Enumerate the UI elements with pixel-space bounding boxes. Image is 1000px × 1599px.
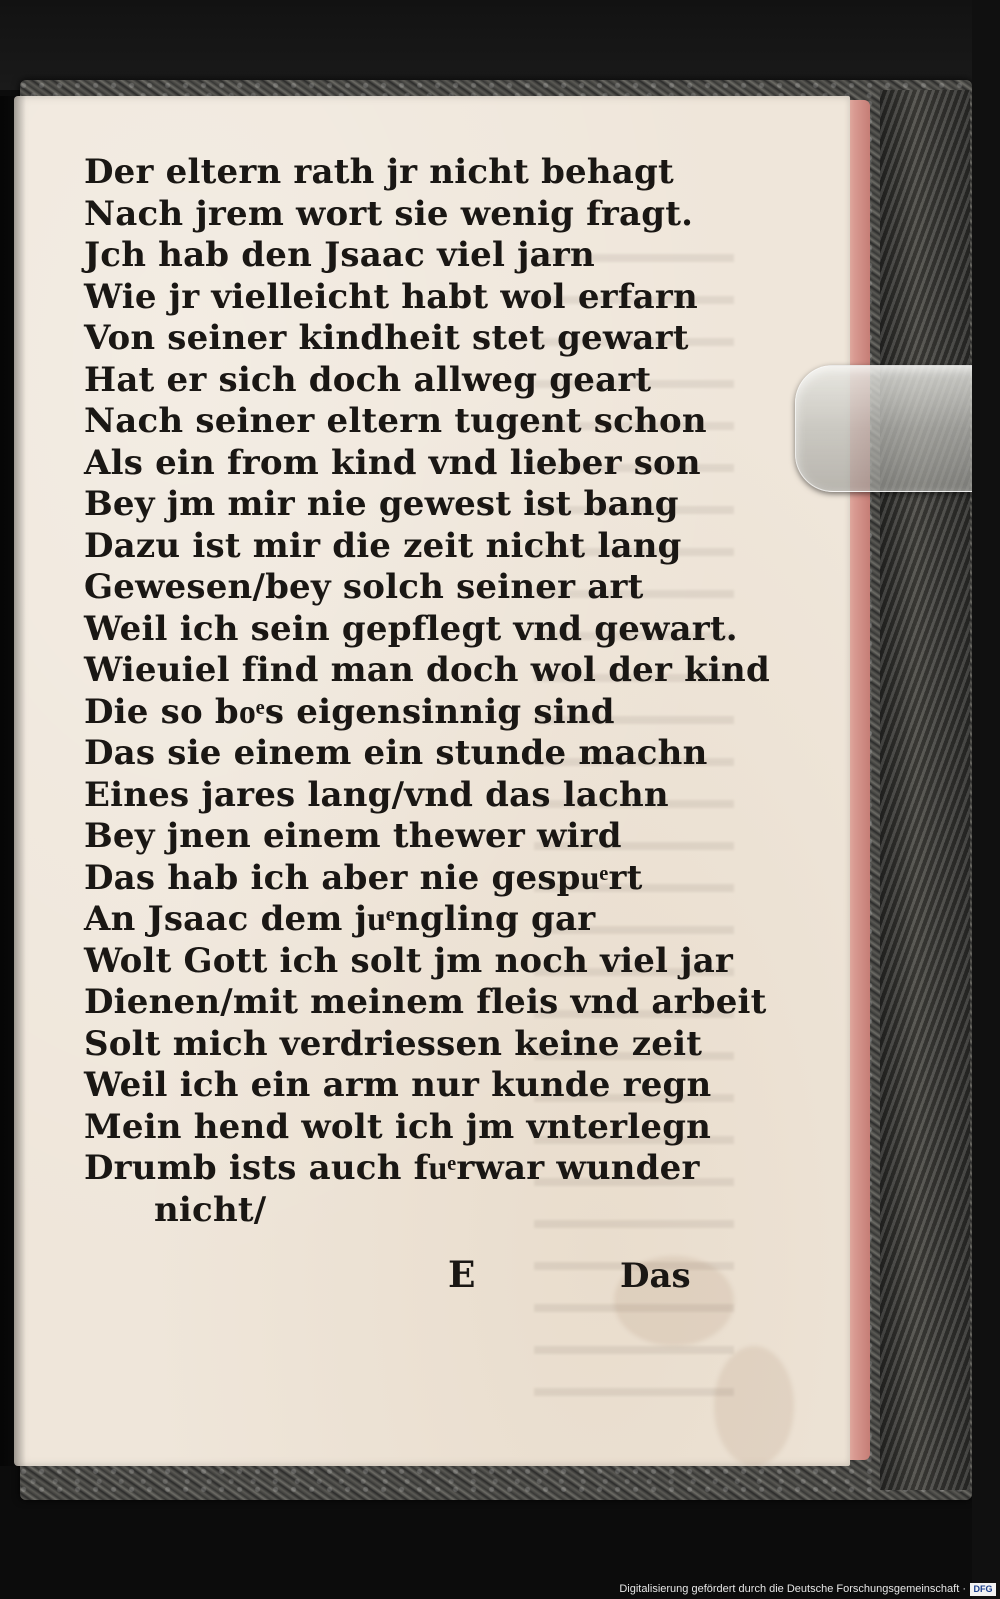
catchword: Das [620,1256,691,1296]
cover-marbled-edge [880,90,970,1490]
backdrop [0,0,1000,90]
text-line: Drumb ists auch fuͤrwar wunder [84,1148,700,1188]
text-line: Bey jnen einem thewer wird [84,816,622,856]
text-line: Solt mich verdriessen keine zeit [84,1023,703,1064]
text-line: Als ein from kind vnd lieber son [84,442,701,483]
text-line: Die so boͤs eigensinnig sind [84,691,615,732]
text-line: Bey jm mir nie gewest ist bang [84,484,679,524]
text-line: Das sie einem ein stunde machn [84,733,708,773]
text-line-continuation: nicht/ [154,1189,267,1230]
text-line: An Jsaac dem juͤngling gar [84,899,596,939]
gutter-shadow [0,96,26,1466]
text-line: Nach jrem wort sie wenig fragt. [84,193,694,234]
plastic-page-clip [795,365,1000,492]
page-text [84,152,770,1231]
text-line: Von seiner kindheit stet gewart [84,318,689,358]
signature-mark: E [448,1254,476,1296]
text-line: Dazu ist mir die zeit nicht lang [84,525,682,566]
text-line: Nach seiner eltern tugent schon [84,401,707,441]
foxing-stain [714,1346,794,1466]
text-line: Eines jares lang/vnd das lachn [84,774,669,815]
text-line: Wieuiel find man doch wol der kind [84,650,770,690]
text-line: Jch hab den Jsaac viel jarn [84,235,595,275]
text-line: Hat er sich doch allweg geart [84,359,652,400]
text-line: Weil ich ein arm nur kunde regn [84,1065,712,1105]
text-line: Mein hend wolt ich jm vnterlegn [84,1106,712,1147]
backdrop-right [972,0,1000,1599]
text-line: Gewesen/bey solch seiner art [84,567,644,607]
dfg-logo: DFG [970,1583,996,1596]
text-line: Der eltern rath jr nicht behagt [84,152,674,192]
text-line: Dienen/mit meinem fleis vnd arbeit [84,982,767,1022]
digitization-credit: Digitalisierung gefördert durch die Deutsche Forschungsgemeinschaft · [619,1583,966,1595]
text-line: Wie jr vielleicht habt wol erfarn [84,276,698,317]
text-line: Das hab ich aber nie gespuͤrt [84,857,643,898]
text-line: Weil ich sein gepflegt vnd gewart. [84,608,738,649]
text-line: Wolt Gott ich solt jm noch viel jar [84,940,734,981]
